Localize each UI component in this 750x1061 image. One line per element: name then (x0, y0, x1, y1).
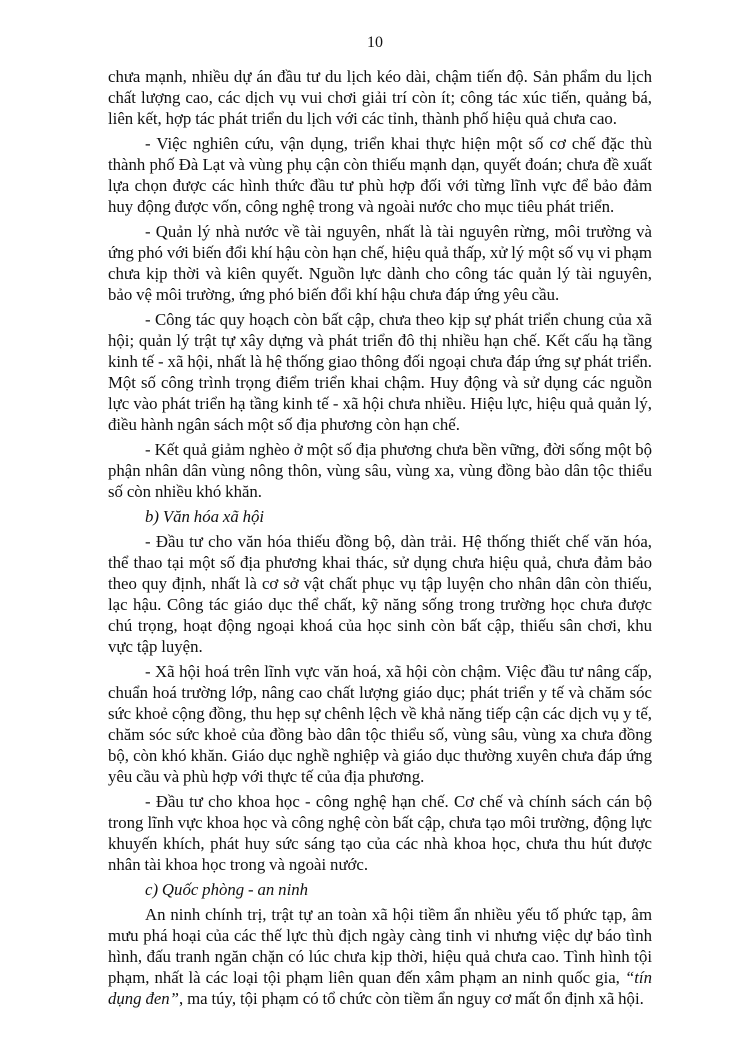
page-number: 10 (367, 34, 383, 51)
paragraph-planning-infrastructure: - Công tác quy hoạch còn bất cập, chưa theo kịp sự phát triển chung của xã hội; quản lý trật tự xây dựng và phát triển đô thị nhiều hạn chế. Kết cấu hạ tầng kinh tế - xã hội, nhất là hệ thống giao thông đối ngoại chưa đáp ứng sự phát triển. Một số công trình trọng điểm triển khai chậm. Huy động và sử dụng các nguồn lực vào phát triển hạ tầng kinh tế - xã hội chưa nhiều. Hiệu lực, hiệu quả quản lý, điều hành ngân sách một số địa phương còn hạn chế. (108, 310, 652, 434)
paragraph-security (108, 904, 652, 1009)
paragraph-security-quote: “tín dụng đen” (108, 968, 652, 1008)
paragraph-culture-investment: - Đầu tư cho văn hóa thiếu đồng bộ, dàn trải. Hệ thống thiết chế văn hóa, thể thao tại một số địa phương khai thác, sử dụng chưa hiệu quả, chưa đảm bảo theo quy định, nhất là cơ sở vật chất phục vụ tập luyện cho nhân dân còn thiếu, lạc hậu. Công tác giáo dục thể chất, kỹ năng sống trong trường học chưa được chú trọng, hoạt động ngoại khoá của học sinh còn bất cập, thiếu sân chơi, khu vực tập luyện. (108, 532, 652, 656)
paragraph-poverty-reduction: - Kết quả giảm nghèo ở một số địa phương chưa bền vững, đời sống một bộ phận nhân dân vùng nông thôn, vùng sâu, vùng xa, vùng đồng bào dân tộc thiểu số còn nhiều khó khăn. (108, 440, 652, 501)
paragraph-tourism-continued: chưa mạnh, nhiều dự án đầu tư du lịch kéo dài, chậm tiến độ. Sản phẩm du lịch chất lượng cao, các dịch vụ vui chơi giải trí còn ít; công tác xúc tiến, quảng bá, liên kết, hợp tác phát triển du lịch với các tỉnh, thành phố hiệu quả chưa cao. (108, 67, 652, 128)
section-heading-culture-society: b) Văn hóa xã hội (145, 507, 265, 526)
paragraph-security-text-2: , ma túy, tội phạm có tổ chức còn tiềm ẩn nguy cơ mất ổn định xã hội. (179, 989, 644, 1008)
paragraph-socialization: - Xã hội hoá trên lĩnh vực văn hoá, xã hội còn chậm. Việc đầu tư nâng cấp, chuẩn hoá trường lớp, nâng cao chất lượng giáo dục; phát triển y tế và chăm sóc sức khoẻ cộng đồng, thu hẹp sự chênh lệch về khả năng tiếp cận các dịch vụ y tế, chăm sóc sức khoẻ của đồng bào dân tộc thiểu số, vùng sâu, vùng xa chưa đồng bộ, còn khó khăn. Giáo dục nghề nghiệp và giáo dục thường xuyên chưa đáp ứng yêu cầu và phù hợp với thực tế của địa phương. (108, 662, 652, 786)
section-heading-defense-security: c) Quốc phòng - an ninh (145, 880, 309, 899)
paragraph-science-technology: - Đầu tư cho khoa học - công nghệ hạn chế. Cơ chế và chính sách cán bộ trong lĩnh vực khoa học và công nghệ còn bất cập, chưa tạo môi trường, động lực khuyến khích, phát huy sức sáng tạo của các nhà khoa học, chưa thu hút được nhân tài khoa học trong và ngoài nước. (108, 792, 652, 874)
paragraph-special-mechanisms: - Việc nghiên cứu, vận dụng, triển khai thực hiện một số cơ chế đặc thù thành phố Đà Lạt và vùng phụ cận còn thiếu mạnh dạn, quyết đoán; chưa đề xuất lựa chọn được các hình thức đầu tư phù hợp đối với từng lĩnh vực để bảo đảm huy động được vốn, công nghệ trong và ngoài nước cho mục tiêu phát triển. (108, 134, 652, 216)
document-body (108, 66, 652, 1013)
paragraph-resource-management: - Quản lý nhà nước về tài nguyên, nhất là tài nguyên rừng, môi trường và ứng phó với biến đổi khí hậu còn hạn chế, hiệu quả thấp, xử lý một số vụ vi phạm chưa kịp thời và kiên quyết. Nguồn lực dành cho công tác quản lý tài nguyên, bảo vệ môi trường, ứng phó biến đổi khí hậu chưa đáp ứng yêu cầu. (108, 222, 652, 304)
paragraph-security-text-1: An ninh chính trị, trật tự an toàn xã hội tiềm ẩn nhiều yếu tố phức tạp, âm mưu phá hoại của các thế lực thù địch ngày càng tinh vi nhưng việc dự báo tình hình, đấu tranh ngăn chặn có lúc chưa kịp thời, hiệu quả chưa cao. Tình hình tội phạm, nhất là các loại tội phạm liên quan đến xâm phạm an ninh quốc gia, (108, 905, 652, 987)
